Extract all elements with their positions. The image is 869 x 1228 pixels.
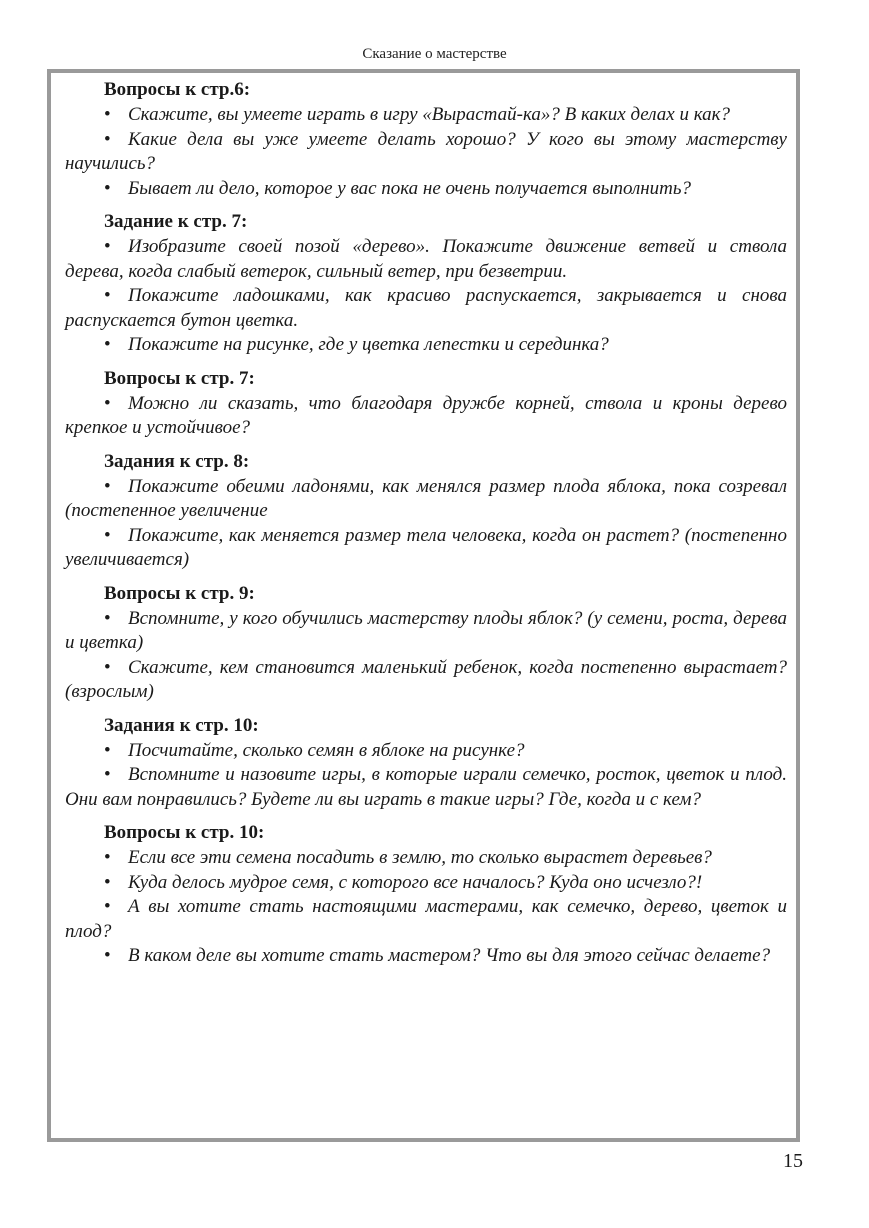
bullet-item: [65, 656, 787, 705]
section-heading: Задания к стр. 8:: [104, 450, 250, 472]
bullet-item: [65, 475, 787, 524]
bullet-item-text: Скажите, вы умеете играть в игру «Вырастай-ка»? В каких делах и как?: [128, 104, 731, 125]
bullet-item: [65, 284, 787, 333]
bullet-item-text: Покажите обеими ладонями, как менялся размер плода яблока, пока созревал (постепенное увеличение: [65, 475, 787, 521]
running-head: Сказание о мастерстве: [362, 46, 507, 62]
bullet-icon: •: [104, 871, 111, 893]
section-heading: Вопросы к стр. 7:: [104, 367, 255, 389]
bullet-item: [65, 739, 787, 764]
bullet-icon: •: [104, 475, 111, 497]
page-number: 15: [783, 1150, 803, 1172]
bullet-item: [65, 871, 787, 896]
bullet-item: [65, 944, 787, 969]
bullet-item: [65, 177, 787, 202]
question-section: [65, 210, 787, 358]
bullet-item-text: Посчитайте, сколько семян в яблоке на рисунке?: [128, 739, 525, 761]
bullet-item-text: Можно ли сказать, что благодаря дружбе корней, ствола и кроны дерево крепкое и устойчивое?: [65, 392, 787, 438]
bullet-item: [65, 392, 787, 441]
section-heading: Вопросы к стр. 9:: [104, 582, 255, 604]
bullet-item-text: Бывает ли дело, которое у вас пока не очень получается выполнить?: [128, 177, 692, 199]
bullet-item-text: А вы хотите стать настоящими мастерами, как семечко, дерево, цветок и плод?: [65, 896, 787, 942]
bullet-icon: •: [104, 392, 111, 414]
bullet-icon: •: [104, 656, 111, 678]
bullet-item-text: Какие дела вы уже умеете делать хорошо? У кого вы этому мастерству научились?: [65, 128, 787, 174]
question-section: [65, 582, 787, 705]
bullet-item-text: Если все эти семена посадить в землю, то сколько вырастет деревьев?: [128, 847, 712, 868]
bullet-icon: •: [104, 128, 111, 150]
bullet-item: [65, 235, 787, 284]
bullet-item: [65, 895, 787, 944]
bullet-item-text: Скажите, кем становится маленький ребенок, когда постепенно вырастает? (взрослым): [65, 656, 787, 702]
bullet-item-text: В каком деле вы хотите стать мастером? Что вы для этого сейчас делаете?: [128, 945, 771, 966]
bullet-item: [65, 763, 787, 812]
question-section: [65, 450, 787, 573]
questions-content: [65, 78, 787, 978]
question-section: [65, 78, 787, 201]
question-section: [65, 367, 787, 441]
bullet-icon: •: [104, 945, 111, 966]
bullet-item-text: Куда делось мудрое семя, с которого все началось? Куда оно исчезло?!: [128, 871, 703, 893]
section-heading: Вопросы к стр.6:: [104, 79, 251, 100]
bullet-icon: •: [104, 739, 111, 761]
section-heading: Вопросы к стр. 10:: [104, 822, 265, 843]
bullet-item-text: Покажите ладошками, как красиво распускается, закрывается и снова распускается бутон цветка.: [65, 285, 787, 331]
bullet-item: [65, 846, 787, 871]
bullet-item-text: Покажите, как меняется размер тела человека, когда он растет? (постепенно увеличивается): [65, 524, 787, 570]
bullet-icon: •: [104, 764, 111, 785]
bullet-icon: •: [104, 896, 111, 917]
section-heading: Задания к стр. 10:: [104, 714, 259, 736]
question-section: [65, 714, 787, 813]
bullet-item: [65, 524, 787, 573]
bullet-icon: •: [104, 607, 111, 629]
bullet-icon: •: [104, 524, 111, 546]
bullet-icon: •: [104, 334, 111, 355]
bullet-icon: •: [104, 847, 111, 868]
section-heading: Задание к стр. 7:: [104, 211, 248, 232]
bullet-icon: •: [104, 236, 111, 257]
bullet-item-text: Изобразите своей позой «дерево». Покажите движение ветвей и ствола дерева, когда слабый ветерок, сильный ветер, при безветрии.: [65, 236, 787, 282]
bullet-icon: •: [104, 177, 111, 199]
bullet-icon: •: [104, 285, 111, 306]
question-section: [65, 821, 787, 969]
bullet-item-text: Вспомните, у кого обучились мастерству плоды яблок? (у семени, роста, дерева и цветка): [65, 607, 787, 653]
bullet-item: [65, 128, 787, 177]
bullet-item-text: Покажите на рисунке, где у цветка лепестки и серединка?: [128, 334, 609, 355]
bullet-item: [65, 333, 787, 358]
bullet-item-text: Вспомните и назовите игры, в которые играли семечко, росток, цветок и плод. Они вам понравились? Будете ли вы играть в такие игры? Где, когда и с кем?: [65, 764, 787, 810]
bullet-item: [65, 607, 787, 656]
bullet-icon: •: [104, 104, 111, 125]
bullet-item: [65, 103, 787, 128]
